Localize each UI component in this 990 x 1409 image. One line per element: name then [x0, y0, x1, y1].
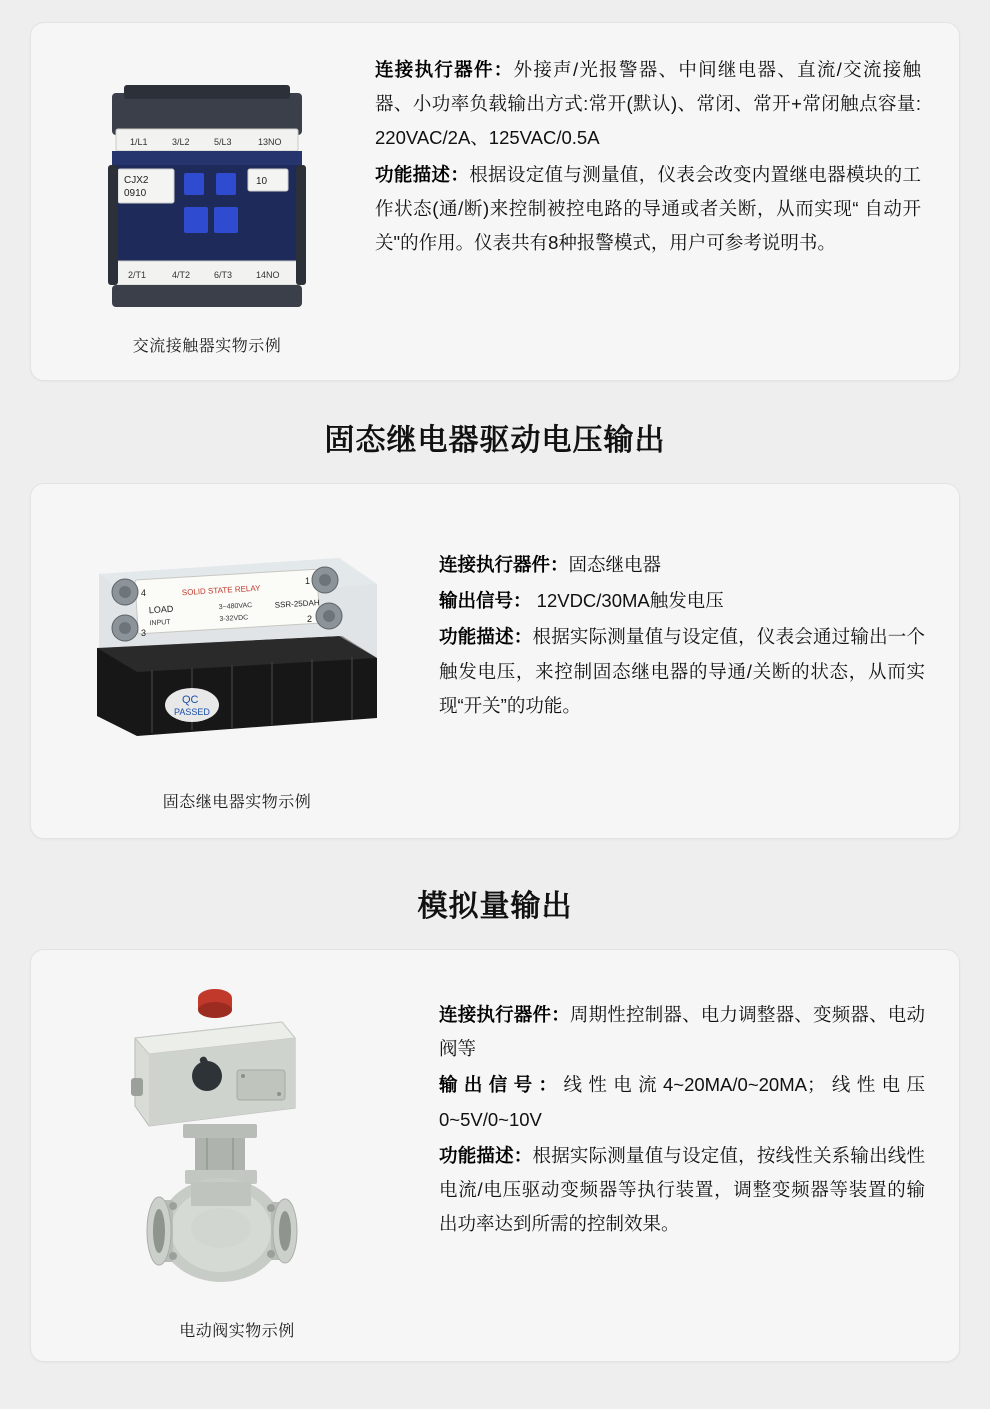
ssr-image	[77, 540, 397, 755]
ssr-terminal-3: 3	[141, 628, 147, 638]
contactor-paragraph-connect	[375, 53, 921, 156]
analog-paragraph-function	[439, 1139, 925, 1242]
analog-paragraph-signal-lead: 输出信号：	[439, 1074, 564, 1096]
ac-contactor-illustration-wrap	[57, 49, 357, 356]
terminal-label-4t2: 4/T2	[172, 270, 191, 280]
page-root	[0, 22, 990, 1362]
terminal-label-6t3: 6/T3	[214, 270, 233, 280]
electric-valve-image	[87, 978, 387, 1308]
contactor-paragraph-function-lead: 功能描述：	[375, 163, 470, 185]
ssr-illustration-wrap	[57, 514, 417, 812]
ssr-paragraph-function-lead: 功能描述：	[439, 626, 533, 648]
ssr-caption: 固态继电器实物示例	[162, 794, 312, 811]
card-ac-contactor	[30, 22, 960, 381]
analog-paragraph-function-text: 根据实际测量值与设定值，按线性关系输出线性电流/电压驱动变频器等执行装置，调整变频器等装置的输出功率达到所需的控制效果。	[439, 1144, 925, 1235]
card-solid-state-relay	[30, 483, 960, 839]
card-electric-valve	[30, 949, 960, 1362]
analog-paragraph-connect-lead: 连接执行器件：	[439, 1004, 570, 1025]
contactor-rating-label: 10	[256, 176, 268, 187]
contactor-paragraph-function-text: 根据设定值与测量值，仪表会改变内置继电器模块的工作状态(通/断)来控制被控电路的导通或者关断，从而实现“ 自动开关"的作用。仪表共有8种报警模式，用户可参考说明书。	[375, 163, 921, 254]
ssr-paragraph-signal-lead: 输出信号：	[439, 590, 532, 612]
ssr-terminal-2: 2	[307, 614, 313, 624]
section-title-ssr: 固态继电器驱动电压输出	[324, 424, 666, 457]
ssr-model-label: SSR-25DAH	[274, 598, 320, 610]
ssr-paragraph-signal-text: 12VDC/30MA触发电压	[531, 590, 724, 612]
valve-text-block	[417, 972, 925, 1244]
terminal-label-14no: 14NO	[256, 270, 280, 280]
ac-contactor-image	[72, 57, 342, 327]
ssr-qc-text: PASSED	[174, 707, 210, 717]
valve-illustration-wrap	[57, 972, 417, 1341]
ac-contactor-text-block	[357, 49, 925, 262]
ssr-paragraph-function-text: 根据实际测量值与设定值，仪表会通过输出一个触发电压，来控制固态继电器的导通/关断的状态，从而实现“开关”的功能。	[439, 626, 925, 716]
ssr-terminal-1: 1	[305, 576, 311, 586]
ssr-text-block	[417, 514, 925, 725]
ssr-qc-mark: QC	[182, 694, 199, 706]
section-title-analog: 模拟量输出	[417, 890, 573, 923]
analog-paragraph-signal-text: 线性电流4~20MA/0~20MA；线性电压0~5V/0~10V	[439, 1074, 925, 1130]
contactor-model-label: CJX2	[124, 175, 149, 186]
ssr-input-spec: 3-32VDC	[219, 614, 249, 624]
analog-paragraph-connect-text: 周期性控制器、电力调整器、变频器、电动阀等	[439, 1004, 925, 1060]
ssr-terminal-4: 4	[141, 588, 147, 598]
contactor-code-label: 0910	[124, 188, 147, 199]
analog-paragraph-function-lead: 功能描述：	[439, 1144, 533, 1166]
terminal-label-13no: 13NO	[258, 137, 282, 147]
ac-contactor-caption: 交流接触器实物示例	[132, 338, 282, 355]
analog-paragraph-connect	[439, 998, 925, 1066]
contactor-paragraph-function	[375, 158, 921, 261]
ssr-paragraph-connect-text: 固态继电器	[568, 554, 662, 575]
ssr-paragraph-connect-lead: 连接执行器件：	[439, 554, 569, 575]
analog-paragraph-signal	[439, 1068, 925, 1136]
ssr-input-label: INPUT	[149, 618, 171, 628]
ssr-paragraph-connect	[439, 548, 925, 582]
terminal-label-2t1: 2/T1	[128, 270, 147, 280]
contactor-paragraph-connect-lead: 连接执行器件：	[375, 59, 514, 80]
ssr-paragraph-signal	[439, 584, 925, 618]
contactor-paragraph-connect-text: 外接声/光报警器、中间继电器、直流/交流接触器、小功率负载输出方式:常开(默认)、常闭、常开+常闭触点容量: 220VAC/2A、125VAC/0.5A	[375, 59, 921, 149]
terminal-label-5l3: 5/L3	[214, 137, 232, 147]
ssr-load-spec: 3~480VAC	[218, 602, 253, 612]
valve-caption: 电动阀实物示例	[179, 1323, 295, 1340]
terminal-label-3l2: 3/L2	[172, 137, 190, 147]
terminal-label-1l1: 1/L1	[130, 137, 148, 147]
ssr-paragraph-function	[439, 620, 925, 723]
ssr-brand-label: SOLID STATE RELAY	[181, 583, 261, 598]
ssr-load-label: LOAD	[148, 603, 174, 616]
